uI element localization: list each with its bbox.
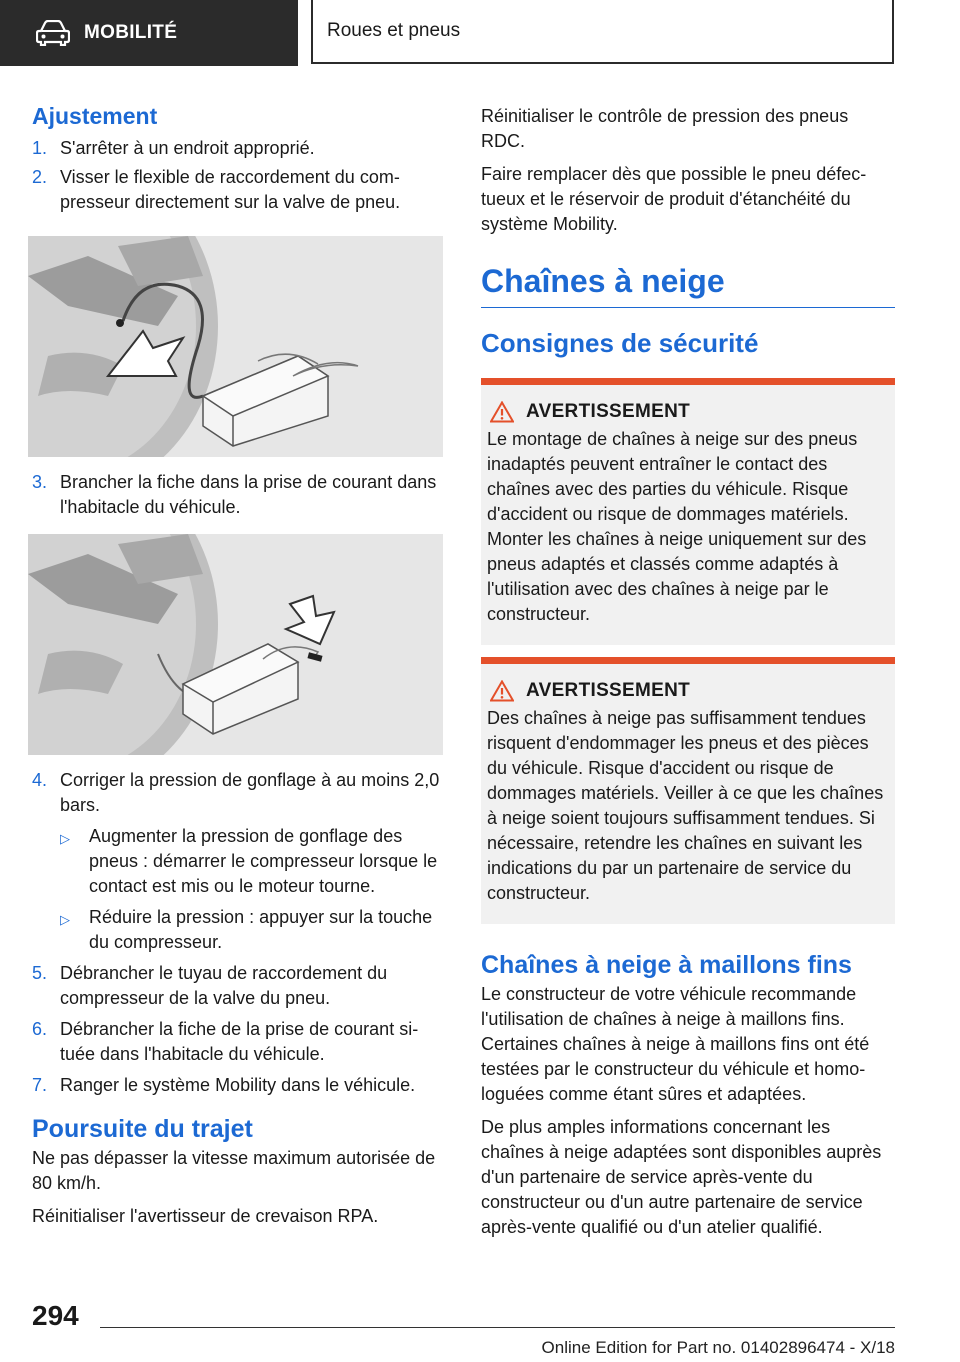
sub-step-item: ▷ Augmenter la pression de gonflage des pneus : démarrer le compresseur lorsque le contact est mis ou le moteur tourne.: [60, 824, 443, 899]
step-item: 4. Corriger la pression de gonflage à au moins 2,0 bars.: [32, 770, 440, 815]
heading-maillons-fins: Chaînes à neige à maillons fins: [481, 951, 852, 979]
paragraph: Réinitialiser l'avertisseur de crevaison RPA.: [32, 1206, 379, 1226]
chapter-tab: [311, 0, 894, 64]
page-header: [0, 0, 960, 66]
triangle-bullet-icon: ▷: [60, 831, 70, 846]
left-column: [32, 100, 443, 215]
heading-consignes: Consignes de sécurité: [481, 328, 759, 358]
warning-triangle-icon: [490, 680, 514, 702]
compressor-figure-2: [28, 534, 443, 755]
compressor-valve-illustration: [28, 236, 443, 457]
paragraph: Le constructeur de votre véhicule recommande l'utilisation de chaînes à neige à maillons fins. Certaines chaînes à neige à maillons fins ont été testées par le constructeur du véhicule et homologuées comme étant sûres et adaptées.: [481, 984, 870, 1104]
step-item: 2. Visser le flexible de raccordement du compresseur directement sur la valve de pneu.: [32, 167, 401, 212]
heading-ajustement: Ajustement: [32, 103, 158, 129]
warning-header: [487, 680, 889, 702]
warning-title: AVERTISSEMENT: [526, 680, 691, 701]
chapter-title: Roues et pneus: [327, 20, 461, 41]
compressor-figure-1: [28, 236, 443, 457]
section-tab: [0, 0, 298, 66]
warning-text: Le montage de chaînes à neige sur des pneus inadaptés peuvent entraîner le contact des chaînes avec des parties du véhicule. Risque d'accident ou risque de dommages matériels. Monter les chaînes à neige uniquement sur des pneus adaptés et classés comme adaptés à l'utilisation avec des chaînes à neige par le constructeur.: [487, 429, 867, 624]
paragraph: Faire remplacer dès que possible le pneu défectueux et le réservoir de produit d'étanchéité du système Mobility.: [481, 164, 867, 234]
paragraph: Ne pas dépasser la vitesse maximum autorisée de 80 km/h.: [32, 1148, 436, 1193]
warning-header: [487, 401, 889, 423]
step-item: 6. Débrancher la fiche de la prise de courant située dans l'habitacle du véhicule.: [32, 1019, 419, 1064]
page-number: 294: [32, 1300, 79, 1331]
warning-triangle-icon: [490, 401, 514, 423]
heading-poursuite: Poursuite du trajet: [32, 1115, 253, 1143]
warning-box: [481, 657, 895, 924]
paragraph: De plus amples informations concernant les chaînes à neige adaptées sont disponibles auprès d'un partenaire de service après-vente du constructeur ou d'un autre partenaire de service après-vente qualifié ou d'un atelier qualifié.: [481, 1117, 882, 1237]
footer-divider: [100, 1327, 895, 1328]
triangle-bullet-icon: ▷: [60, 912, 70, 927]
section-label: MOBILITÉ: [84, 22, 178, 43]
step-item: 3. Brancher la fiche dans la prise de courant dans l'habitacle du véhicule.: [32, 472, 437, 517]
car-icon: [36, 20, 70, 46]
edition-label: Online Edition for Part no. 01402896474 - X/18: [541, 1338, 895, 1357]
compressor-plug-illustration: [28, 534, 443, 755]
step-item: 7. Ranger le système Mobility dans le véhicule.: [32, 1075, 416, 1095]
warning-title: AVERTISSEMENT: [526, 401, 691, 422]
sub-step-item: ▷ Réduire la pression : appuyer sur la touche du compresseur.: [60, 905, 443, 955]
step-item: 1. S'arrêter à un endroit approprié.: [32, 138, 315, 158]
heading-chaines-neige: Chaînes à neige: [481, 259, 895, 308]
left-step-3: [32, 470, 443, 520]
step-item: 5. Débrancher le tuyau de raccordement du compresseur de la valve du pneu.: [32, 963, 388, 1008]
left-steps-rest: [32, 768, 443, 1229]
warning-box: [481, 378, 895, 645]
right-column: [481, 104, 895, 1240]
paragraph: Réinitialiser le contrôle de pression des pneus RDC.: [481, 106, 849, 151]
warning-text: Des chaînes à neige pas suffisamment tendues risquent d'endommager les pneus et des pièces du véhicule. Risque d'accident ou risque de dommages matériels. Veiller à ce que les chaînes à neige soient toujours suffisamment tendues. Si nécessaire, retendre les chaînes en suivant les indications du par un partenaire de service du constructeur.: [487, 708, 884, 903]
